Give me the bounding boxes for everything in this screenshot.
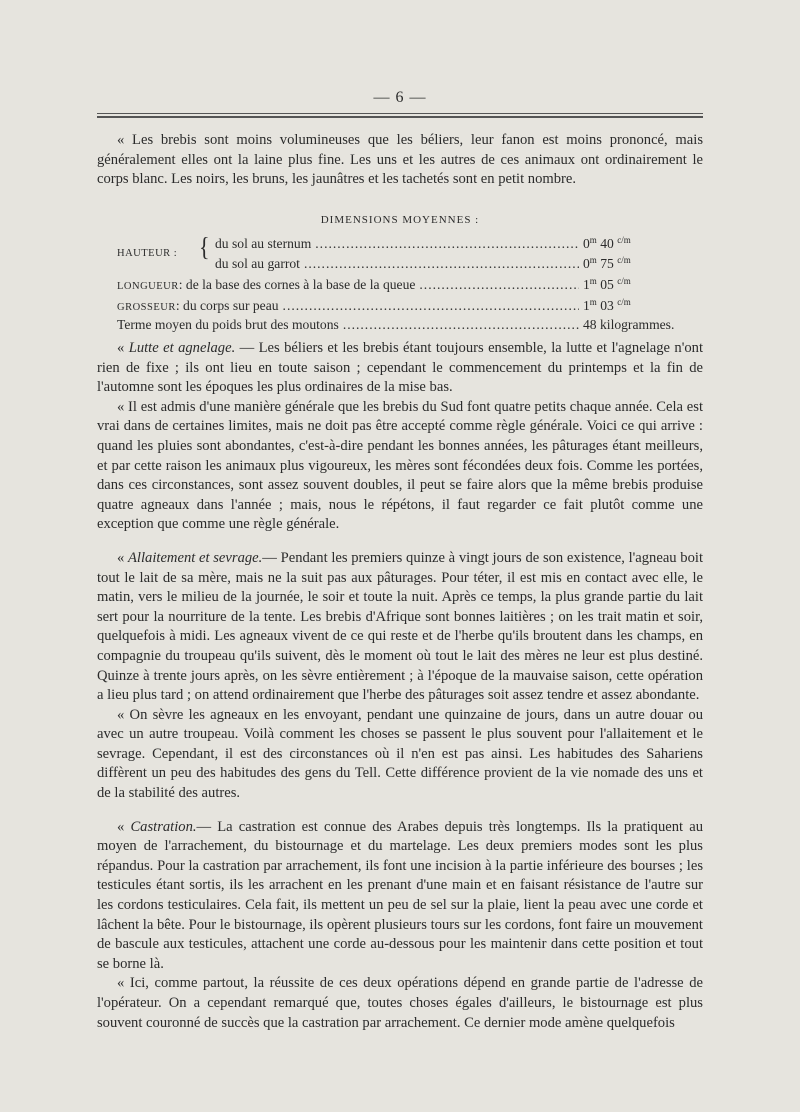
paragraph-lutte: [97, 339, 703, 398]
dimension-label: GROSSEUR: [117, 302, 176, 313]
section-title: Lutte et agnelage.: [128, 340, 236, 356]
intro-paragraph: [97, 131, 703, 190]
dimension-row: [117, 317, 703, 336]
paragraph-text: — La castration est connue des Arabes depuis très longtemps. Ils la pratiquent au moyen de l'arrachement, du bistournage et du martelage. Les deux premiers modes sont les plus répandus. Pour la castration par arrachement, ils font une incision à la partie inférieure des bourses ; les testicules étant sortis, ils les arrachent en les prenant d'une main et en faisant résistance de l'autre sur les cordons testiculaires. Cela fait, ils mettent un peu de sel sur la plaie, lient la peau avec une corde et lâchent la bête. Pour le bistournage, ils opèrent plusieurs tours sur les cordons, font faire un mouvement de bascule aux testicules, attachent une corde au-dessous pour les maintenir dans cette position et tout se borne là.: [97, 818, 703, 972]
paragraph-text: — Les béliers et les brebis étant toujours ensemble, la lutte et l'agnelage n'ont rien de fixe ; ils ont lieu en toute saison ; cependant le commencement du printemps et la fin de l'automne sont les époques les plus ordinaires de la mise bas.: [97, 340, 703, 396]
paragraph-castration: [97, 818, 703, 975]
dimension-text: Terme moyen du poids brut des moutons: [117, 317, 339, 332]
dimension-value: 1$^m$ 03 $^{c/m}$: [583, 297, 631, 313]
body-text: [97, 339, 703, 1033]
paragraph-portees: « Il est admis d'une manière générale que les brebis du Sud font quatre petits chaque année. Cela est vrai dans de certaines limites, mais ne doit pas être accepté comme règle générale. Voici ce qui arrive : quand les pluies sont abondantes, c'est-à-dire pendant les bonnes années, les pâturages étant meilleurs, et par cette raison les animaux plus vigoureux, les mères sont fécondées deux fois. Comme les portées, dans ces circonstances, sont assez souvent doubles, il peut se faire alors que la même brebis produise quatre agneaux dans l'année ; mais, nous le répétons, il faut regarder ce fait plutôt comme une exception que comme une règle générale.: [97, 398, 703, 533]
dimension-row: [117, 297, 703, 316]
dimension-row: [215, 235, 703, 254]
header-rule-thick: [97, 116, 703, 118]
dimension-text: du sol au sternum: [215, 236, 312, 251]
dimension-value: 1$^m$ 05 $^{c/m}$: [583, 276, 631, 292]
dimension-value: 0$^m$ 40 $^{c/m}$: [583, 235, 631, 251]
quote-mark: «: [117, 549, 129, 566]
section-title: Castration.: [130, 818, 197, 835]
dimension-text: du sol au garrot: [215, 256, 300, 271]
leader-dots: [283, 298, 579, 314]
intro-text: « Les brebis sont moins volumineuses que les béliers, leur fanon est moins prononcé, mais généralement elles ont la laine plus fine. Les uns et les autres de ces animaux ont ordinairement le corps blanc. Les noirs, les bruns, les jaunâtres et les tachetés sont en petit nombre.: [97, 132, 703, 188]
dimensions-title: DIMENSIONS MOYENNES :: [320, 214, 480, 226]
leader-dots: [419, 277, 579, 293]
hauteur-label: HAUTEUR :: [117, 248, 178, 259]
brace-left: {: [199, 231, 210, 262]
leader-dots: [315, 236, 579, 252]
header-rule: [97, 113, 703, 114]
leader-dots: [343, 317, 579, 333]
paragraph-text: — Pendant les premiers quinze à vingt jours de son existence, l'agneau boit tout le lait de sa mère, mais ne la suit pas aux pâturages. Pour téter, il est mis en contact avec elle, le matin, vers le milieu de la journée, le soir et toute la nuit. Après ce temps, la plus grande partie du lait sert pour la nourriture de la tente. Les brebis d'Afrique sont bonnes laitières ; on les trait matin et soir, quelquefois à midi. Les agneaux vivent de ce qui reste et de l'herbe qu'ils broutent dans les champs, en compagnie du troupeau qu'ils suivent, dès le moment où tout le lait des mères ne leur est plus destiné. Quinze à trente jours après, on les sèvre entièrement ; à l'époque de la mauvaise saison, cette opération a lieu plus tard ; on attend ordinairement que l'herbe des pâturages soit assez tendre et assez abondante.: [97, 549, 704, 704]
section-title: Allaitement et sevrage.: [128, 549, 263, 566]
paragraph-reussite: « Ici, comme partout, la réussite de ces deux opérations dépend en grande partie de l'adresse de l'opérateur. On a cependant remarqué que, toutes choses égales d'ailleurs, le bistournage est plus souvent couronné de succès que la castration par arrachement. Ce dernier mode amène quelquefois: [97, 975, 703, 1031]
dimension-text: : du corps sur peau: [175, 298, 279, 313]
quote-mark: «: [117, 818, 131, 835]
leader-dots: [304, 256, 579, 272]
dimension-row: [117, 276, 703, 295]
page-number: — 6 —: [373, 89, 427, 106]
dimension-value: 48 kilogrammes.: [583, 317, 675, 332]
quote-mark: «: [117, 340, 129, 356]
dimension-row: [215, 255, 703, 274]
dimension-label: LONGUEUR: [117, 281, 179, 292]
paragraph-sevrage: « On sèvre les agneaux en les envoyant, pendant une quinzaine de jours, dans un autre douar ou avec un autre troupeau. Voilà comment les choses se passent le plus souvent pour l'allaitement et le sevrage. Cependant, il est des circonstances où il n'en est pas ainsi. Les habitudes des Sahariens diffèrent un peu des habitudes des gens du Tell. Cette différence provient de la vie nomade des uns et de la stabilité des autres.: [97, 706, 703, 802]
dimension-text: : de la base des cornes à la base de la queue: [178, 277, 416, 292]
paragraph-allaitement: [97, 549, 703, 706]
dimension-value: 0$^m$ 75 $^{c/m}$: [583, 255, 631, 271]
